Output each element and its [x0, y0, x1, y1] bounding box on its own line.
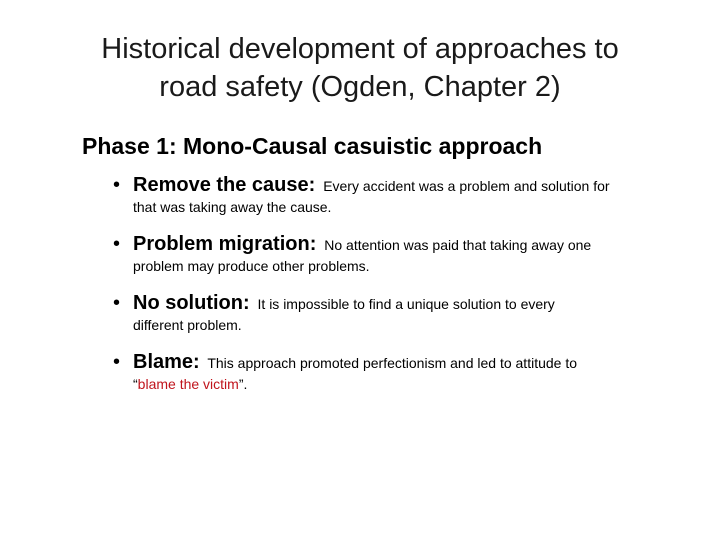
bullet-continuation: different problem. [133, 317, 242, 333]
bullet-text: No attention was paid that taking away one [324, 237, 592, 253]
bullet-list [113, 172, 693, 408]
bullet-term: Problem migration: [133, 233, 317, 255]
bullet-blame [113, 349, 693, 393]
bullet-continuation: that was taking away the cause. [133, 199, 332, 215]
bullet-continuation: problem may produce other problems. [133, 258, 370, 274]
bullet-first-line [133, 349, 693, 376]
bullet-dot-icon: • [113, 174, 121, 196]
bullet-first-line [133, 172, 693, 199]
close-quote: ”. [238, 376, 248, 392]
bullet-first-line [133, 231, 693, 258]
bullet-problem-migration [113, 231, 693, 275]
bullet-no-solution [113, 290, 693, 334]
bullet-dot-icon: • [113, 233, 121, 255]
bullet-text: It is impossible to find a unique solution to every [257, 296, 555, 312]
bullet-first-line [133, 290, 693, 317]
bullet-continuation [133, 375, 693, 393]
bullet-text: Every accident was a problem and solution for [323, 178, 610, 194]
bullet-term: Remove the cause: [133, 174, 316, 196]
bullet-dot-icon: • [113, 292, 121, 314]
blame-the-victim-highlight: blame the victim [137, 376, 239, 392]
phase-heading: Phase 1: Mono-Causal casuistic approach [82, 133, 543, 159]
bullet-term: Blame: [133, 351, 200, 373]
slide-title [60, 30, 660, 106]
title-line-1: Historical development of approaches to [101, 33, 619, 65]
title-line-2: road safety (Ogden, Chapter 2) [159, 71, 561, 103]
bullet-term: No solution: [133, 292, 250, 314]
bullet-text: This approach promoted perfectionism and led to attitude to [207, 355, 578, 371]
bullet-remove-the-cause [113, 172, 693, 216]
bullet-dot-icon: • [113, 351, 121, 373]
open-quote: “ [133, 376, 138, 392]
